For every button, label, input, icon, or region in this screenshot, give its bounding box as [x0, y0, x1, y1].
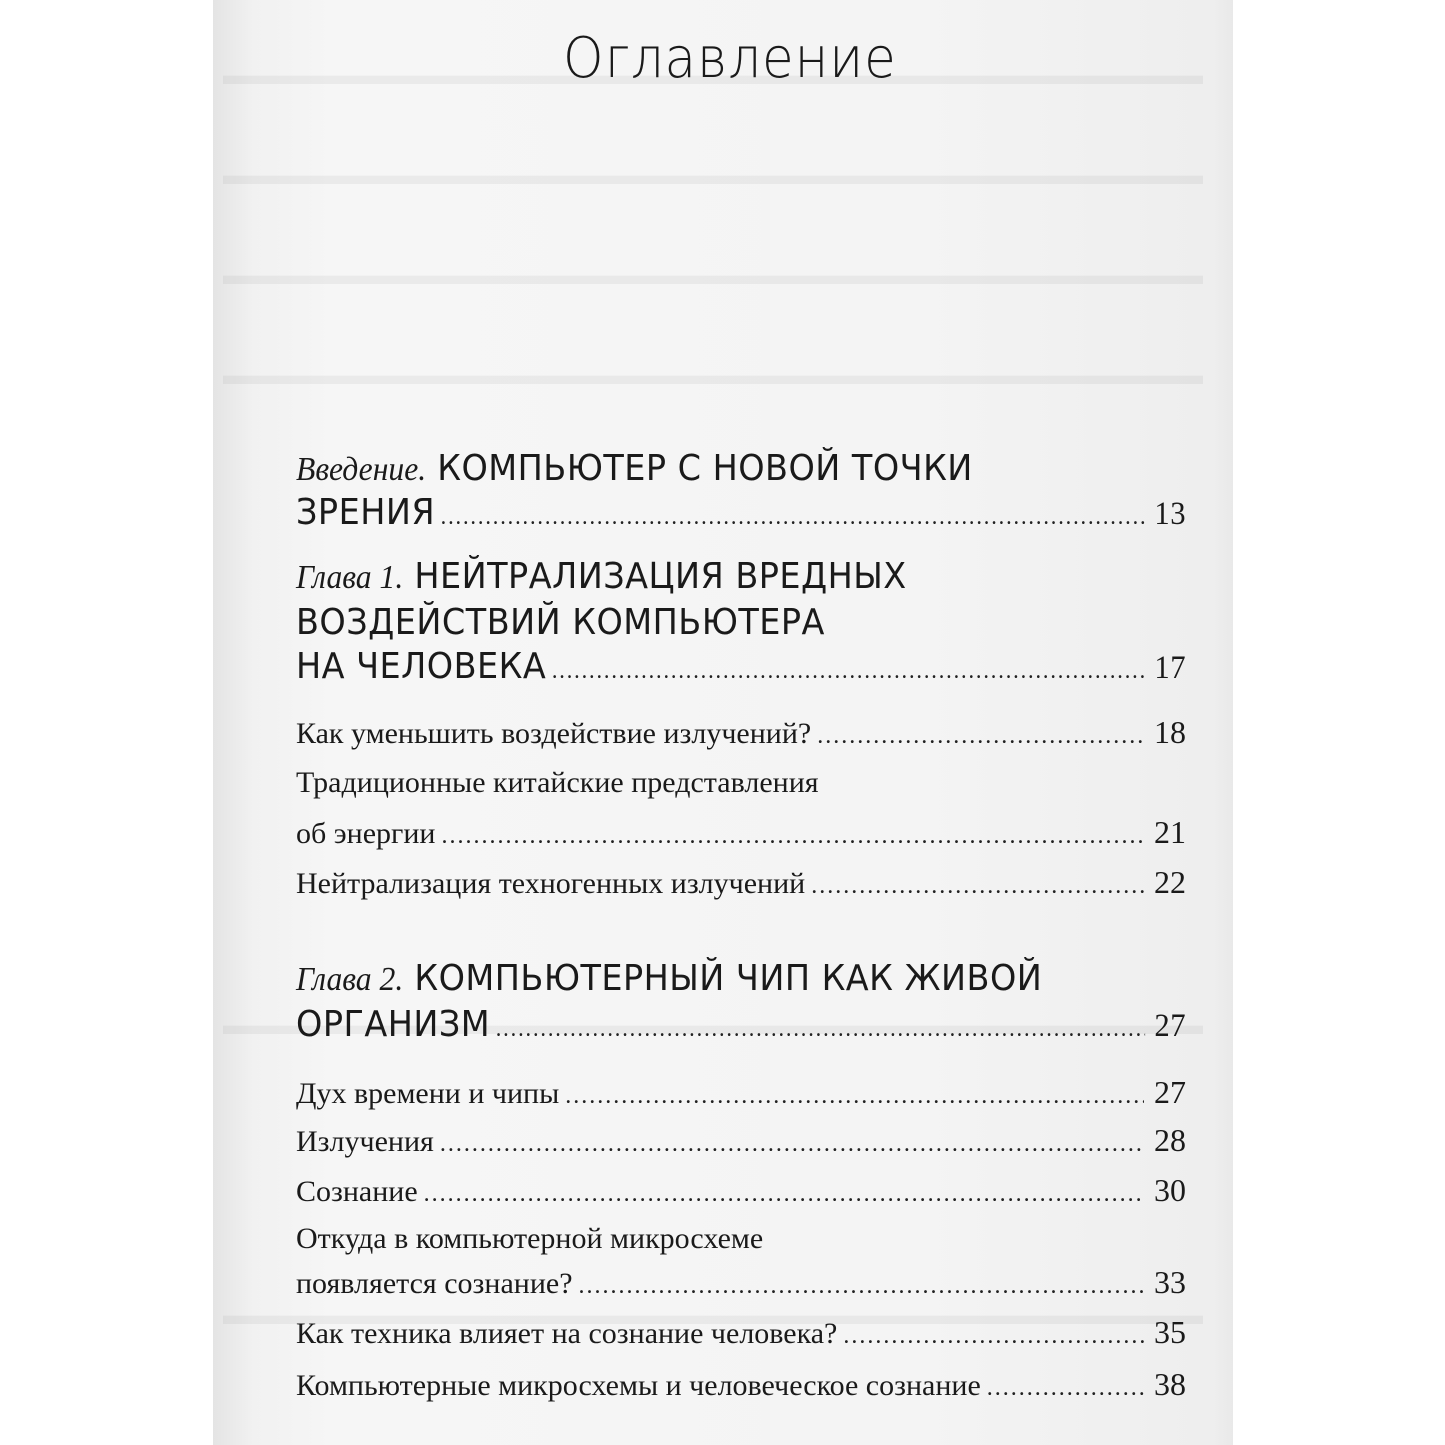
dot-leader: [424, 1181, 1144, 1208]
toc-entry-chapter[interactable]: [296, 958, 1186, 999]
dot-leader: [441, 823, 1144, 850]
chapter-title: ЗРЕНИЯ: [296, 492, 436, 533]
chapter-title: ОРГАНИЗМ: [296, 1004, 491, 1045]
toc-entry-section[interactable]: [296, 1074, 1186, 1111]
page-number: 21: [1154, 814, 1186, 850]
section-title: об энергии: [296, 817, 436, 850]
section-title: Как уменьшить воздействие излучений?: [296, 717, 812, 750]
section-title: Нейтрализация техногенных излучений: [296, 867, 806, 900]
page-number: 33: [1154, 1264, 1186, 1300]
chapter-title: КОМПЬЮТЕРНЫЙ ЧИП КАК ЖИВОЙ: [414, 958, 1043, 999]
dot-leader: [987, 1375, 1144, 1402]
toc-entry-section[interactable]: [296, 814, 1186, 851]
dot-leader: [843, 1323, 1144, 1350]
page-number: 27: [1154, 1008, 1187, 1044]
section-title: появляется сознание?: [296, 1267, 573, 1300]
book-page: [213, 0, 1233, 1445]
toc-entry-section[interactable]: [296, 1122, 1186, 1159]
toc-entry-section[interactable]: [296, 1222, 1186, 1256]
chapter-label: Введение.: [296, 451, 427, 488]
chapter-label: Глава 2.: [296, 961, 404, 998]
section-title: Откуда в компьютерной микросхеме: [296, 1222, 764, 1255]
toc-entry-chapter[interactable]: [296, 556, 1186, 597]
dot-leader: [552, 658, 1145, 685]
chapter-title: КОМПЬЮТЕР С НОВОЙ ТОЧКИ: [437, 448, 973, 489]
section-title: Как техника влияет на сознание человека?: [296, 1317, 838, 1350]
toc-entry-chapter[interactable]: [296, 448, 1186, 489]
dot-leader: [811, 873, 1144, 900]
dot-leader: [496, 1016, 1145, 1043]
chapter-label: Глава 1.: [296, 559, 404, 596]
toc-entry-chapter[interactable]: [296, 602, 1186, 643]
section-title: Сознание: [296, 1175, 418, 1208]
toc-entry-section[interactable]: [296, 1366, 1186, 1403]
page-number: 17: [1154, 650, 1187, 686]
page-number: 27: [1154, 1074, 1186, 1110]
dot-leader: [441, 504, 1145, 531]
dot-leader: [440, 1131, 1144, 1158]
page-number: 38: [1154, 1366, 1186, 1402]
chapter-title: НА ЧЕЛОВЕКА: [296, 646, 547, 687]
toc-entry-section[interactable]: [296, 714, 1186, 751]
section-title: Традиционные китайские представления: [296, 766, 819, 799]
toc-entry-section[interactable]: [296, 766, 1186, 800]
toc-entry-chapter[interactable]: [296, 492, 1186, 533]
chapter-title: НЕЙТРАЛИЗАЦИЯ ВРЕДНЫХ: [414, 556, 907, 597]
section-title: Компьютерные микросхемы и человеческое сознание: [296, 1369, 981, 1402]
page-title: Оглавление: [563, 26, 897, 91]
page-number: 13: [1154, 496, 1187, 532]
section-title: Излучения: [296, 1125, 434, 1158]
chapter-title: ВОЗДЕЙСТВИЙ КОМПЬЮТЕРА: [296, 602, 825, 643]
dot-leader: [817, 723, 1144, 750]
toc-entry-chapter[interactable]: [296, 646, 1186, 687]
page-number: 22: [1154, 864, 1186, 900]
section-title: Дух времени и чипы: [296, 1077, 560, 1110]
page-number: 35: [1154, 1314, 1186, 1350]
toc-entry-section[interactable]: [296, 864, 1186, 901]
page-number: 28: [1154, 1122, 1186, 1158]
toc-entry-chapter[interactable]: [296, 1004, 1186, 1045]
toc-entry-section[interactable]: [296, 1314, 1186, 1351]
page-number: 30: [1154, 1172, 1186, 1208]
table-of-contents: [296, 0, 1186, 1445]
toc-entry-section[interactable]: [296, 1172, 1186, 1209]
dot-leader: [565, 1083, 1144, 1110]
page-number: 18: [1154, 714, 1186, 750]
dot-leader: [579, 1273, 1144, 1300]
toc-entry-section[interactable]: [296, 1264, 1186, 1301]
